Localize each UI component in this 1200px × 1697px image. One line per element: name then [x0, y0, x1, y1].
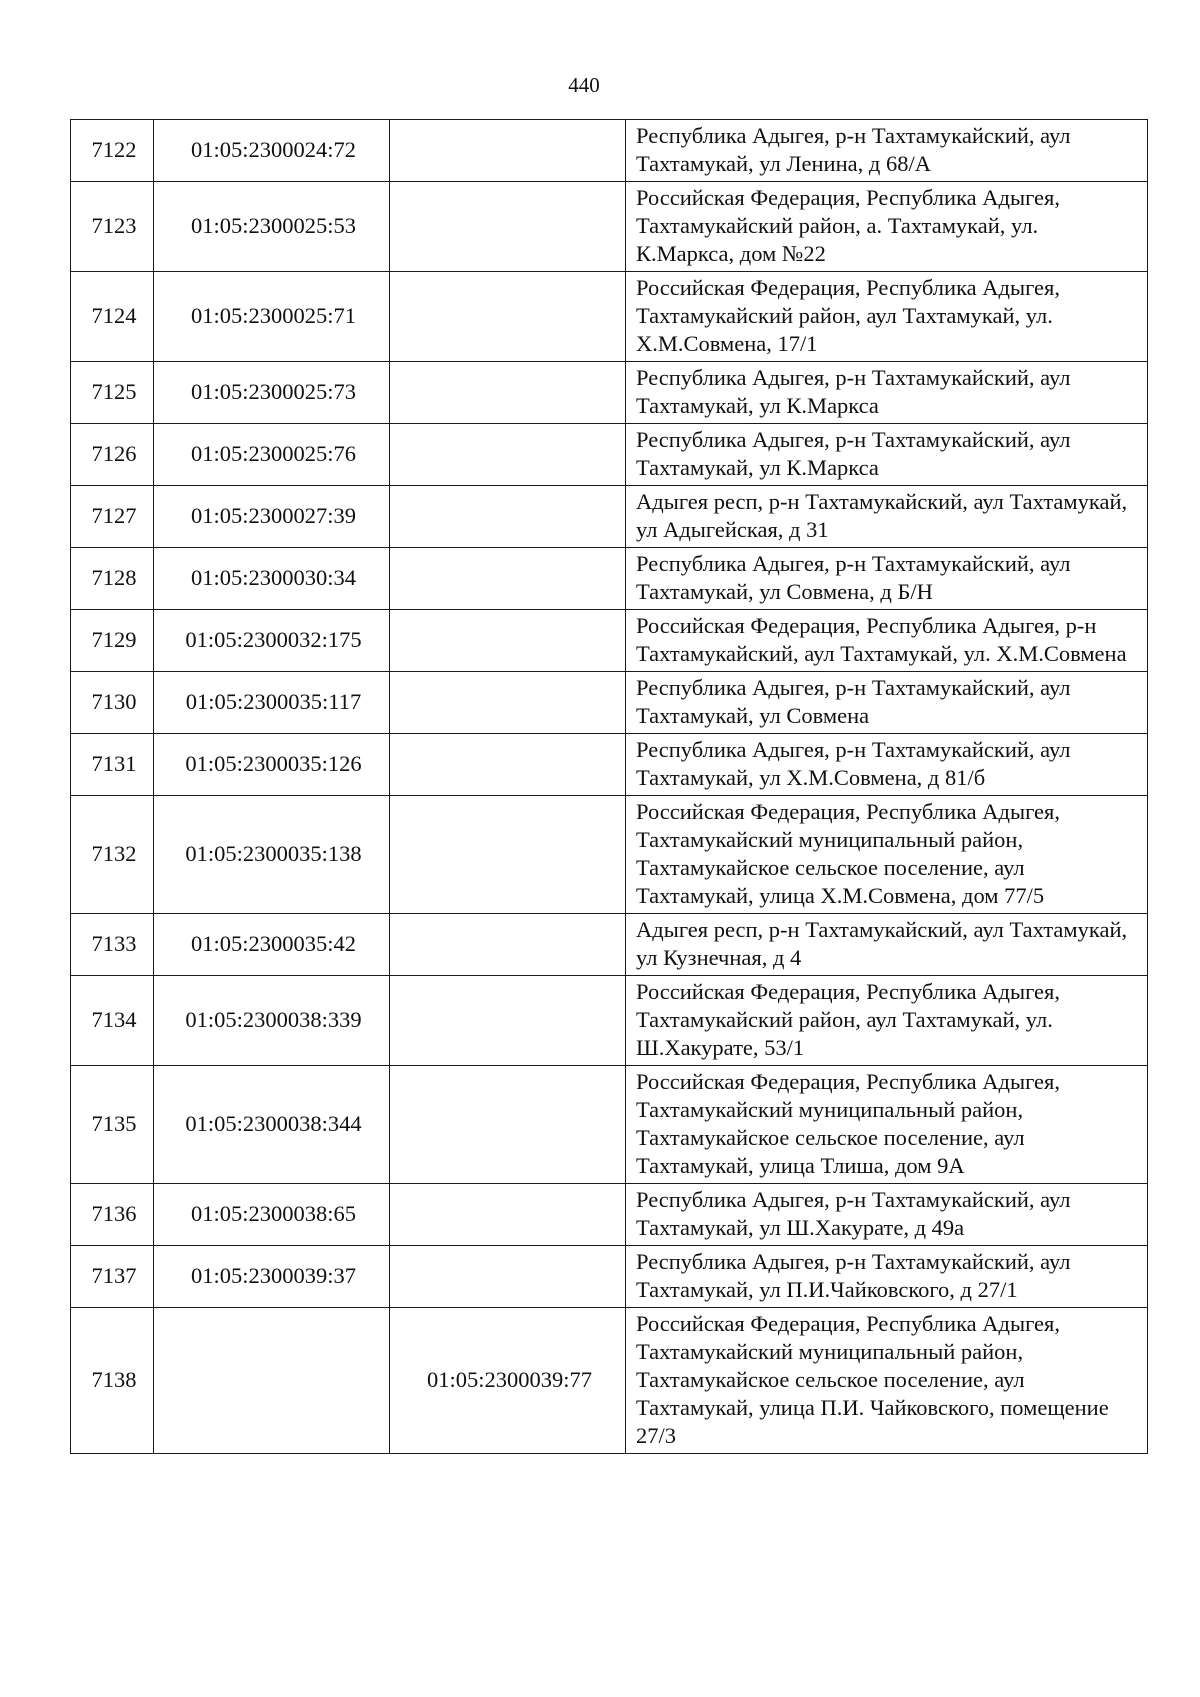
row-number-cell: 7137	[71, 1246, 154, 1308]
address-cell: Республика Адыгея, р-н Тахтамукайский, аул Тахтамукай, ул П.И.Чайковского, д 27/1	[626, 1246, 1148, 1308]
address-cell: Адыгея респ, р-н Тахтамукайский, аул Тахтамукай, ул Кузнечная, д 4	[626, 914, 1148, 976]
cadastral-number-cell: 01:05:2300038:344	[154, 1066, 390, 1184]
row-number-cell: 7135	[71, 1066, 154, 1184]
related-cadastral-number-cell	[390, 914, 626, 976]
row-number-cell: 7128	[71, 548, 154, 610]
cadastral-number-cell: 01:05:2300035:138	[154, 796, 390, 914]
address-cell: Российская Федерация, Республика Адыгея, Тахтамукайский район, а. Тахтамукай, ул. К.Маркса, дом №22	[626, 182, 1148, 272]
cadastral-number-cell: 01:05:2300032:175	[154, 610, 390, 672]
cadastral-number-cell: 01:05:2300027:39	[154, 486, 390, 548]
table-row	[71, 976, 1148, 1066]
cadastral-number-cell: 01:05:2300030:34	[154, 548, 390, 610]
table-row	[71, 796, 1148, 914]
cadastral-number-cell: 01:05:2300025:53	[154, 182, 390, 272]
row-number-cell: 7127	[71, 486, 154, 548]
table-row	[71, 1246, 1148, 1308]
table-row	[71, 1066, 1148, 1184]
cadastral-number-cell: 01:05:2300025:71	[154, 272, 390, 362]
related-cadastral-number-cell	[390, 486, 626, 548]
related-cadastral-number-cell	[390, 120, 626, 182]
related-cadastral-number-cell	[390, 610, 626, 672]
cadastral-number-cell: 01:05:2300035:42	[154, 914, 390, 976]
address-cell: Республика Адыгея, р-н Тахтамукайский, аул Тахтамукай, ул Совмена	[626, 672, 1148, 734]
table-row	[71, 914, 1148, 976]
table-row	[71, 272, 1148, 362]
table-row	[71, 1184, 1148, 1246]
address-cell: Республика Адыгея, р-н Тахтамукайский, аул Тахтамукай, ул Х.М.Совмена, д 81/б	[626, 734, 1148, 796]
row-number-cell: 7136	[71, 1184, 154, 1246]
address-cell: Республика Адыгея, р-н Тахтамукайский, аул Тахтамукай, ул Ш.Хакурате, д 49а	[626, 1184, 1148, 1246]
row-number-cell: 7125	[71, 362, 154, 424]
table-row	[71, 734, 1148, 796]
address-cell: Российская Федерация, Республика Адыгея, Тахтамукайский район, аул Тахтамукай, ул. Ш.Хакурате, 53/1	[626, 976, 1148, 1066]
related-cadastral-number-cell	[390, 272, 626, 362]
related-cadastral-number-cell	[390, 362, 626, 424]
row-number-cell: 7133	[71, 914, 154, 976]
row-number-cell: 7129	[71, 610, 154, 672]
table-row	[71, 672, 1148, 734]
related-cadastral-number-cell	[390, 548, 626, 610]
cadastral-number-cell: 01:05:2300025:73	[154, 362, 390, 424]
row-number-cell: 7131	[71, 734, 154, 796]
table-row	[71, 182, 1148, 272]
cadastral-number-cell: 01:05:2300035:126	[154, 734, 390, 796]
row-number-cell: 7122	[71, 120, 154, 182]
cadastral-number-cell: 01:05:2300024:72	[154, 120, 390, 182]
related-cadastral-number-cell	[390, 672, 626, 734]
table-row	[71, 1308, 1148, 1454]
row-number-cell: 7126	[71, 424, 154, 486]
row-number-cell: 7130	[71, 672, 154, 734]
address-cell: Российская Федерация, Республика Адыгея, Тахтамукайский муниципальный район, Тахтамукайское сельское поселение, аул Тахтамукай, улица Х.М.Совмена, дом 77/5	[626, 796, 1148, 914]
row-number-cell: 7123	[71, 182, 154, 272]
registry-table	[70, 119, 1148, 1454]
address-cell: Адыгея респ, р-н Тахтамукайский, аул Тахтамукай, ул Адыгейская, д 31	[626, 486, 1148, 548]
table-row	[71, 424, 1148, 486]
row-number-cell: 7134	[71, 976, 154, 1066]
related-cadastral-number-cell	[390, 182, 626, 272]
cadastral-number-cell: 01:05:2300038:339	[154, 976, 390, 1066]
related-cadastral-number-cell	[390, 1066, 626, 1184]
table-row	[71, 486, 1148, 548]
related-cadastral-number-cell: 01:05:2300039:77	[390, 1308, 626, 1454]
related-cadastral-number-cell	[390, 976, 626, 1066]
row-number-cell: 7132	[71, 796, 154, 914]
row-number-cell: 7138	[71, 1308, 154, 1454]
address-cell: Российская Федерация, Республика Адыгея, Тахтамукайский район, аул Тахтамукай, ул. Х.М.Совмена, 17/1	[626, 272, 1148, 362]
related-cadastral-number-cell	[390, 424, 626, 486]
related-cadastral-number-cell	[390, 1184, 626, 1246]
cadastral-number-cell: 01:05:2300039:37	[154, 1246, 390, 1308]
cadastral-number-cell: 01:05:2300035:117	[154, 672, 390, 734]
page-number: 440	[568, 73, 600, 97]
related-cadastral-number-cell	[390, 796, 626, 914]
cadastral-number-cell	[154, 1308, 390, 1454]
address-cell: Российская Федерация, Республика Адыгея, Тахтамукайский муниципальный район, Тахтамукайское сельское поселение, аул Тахтамукай, улица Тлиша, дом 9А	[626, 1066, 1148, 1184]
table-row	[71, 610, 1148, 672]
registry-table-body	[71, 120, 1148, 1454]
table-row	[71, 362, 1148, 424]
address-cell: Республика Адыгея, р-н Тахтамукайский, аул Тахтамукай, ул Совмена, д Б/Н	[626, 548, 1148, 610]
address-cell: Республика Адыгея, р-н Тахтамукайский, аул Тахтамукай, ул К.Маркса	[626, 362, 1148, 424]
table-row	[71, 120, 1148, 182]
table-row	[71, 548, 1148, 610]
address-cell: Российская Федерация, Республика Адыгея, р-н Тахтамукайский, аул Тахтамукай, ул. Х.М.Совмена	[626, 610, 1148, 672]
related-cadastral-number-cell	[390, 734, 626, 796]
address-cell: Республика Адыгея, р-н Тахтамукайский, аул Тахтамукай, ул К.Маркса	[626, 424, 1148, 486]
address-cell: Российская Федерация, Республика Адыгея, Тахтамукайский муниципальный район, Тахтамукайское сельское поселение, аул Тахтамукай, улица П.И. Чайковского, помещение 27/3	[626, 1308, 1148, 1454]
related-cadastral-number-cell	[390, 1246, 626, 1308]
address-cell: Республика Адыгея, р-н Тахтамукайский, аул Тахтамукай, ул Ленина, д 68/А	[626, 120, 1148, 182]
cadastral-number-cell: 01:05:2300038:65	[154, 1184, 390, 1246]
cadastral-number-cell: 01:05:2300025:76	[154, 424, 390, 486]
row-number-cell: 7124	[71, 272, 154, 362]
